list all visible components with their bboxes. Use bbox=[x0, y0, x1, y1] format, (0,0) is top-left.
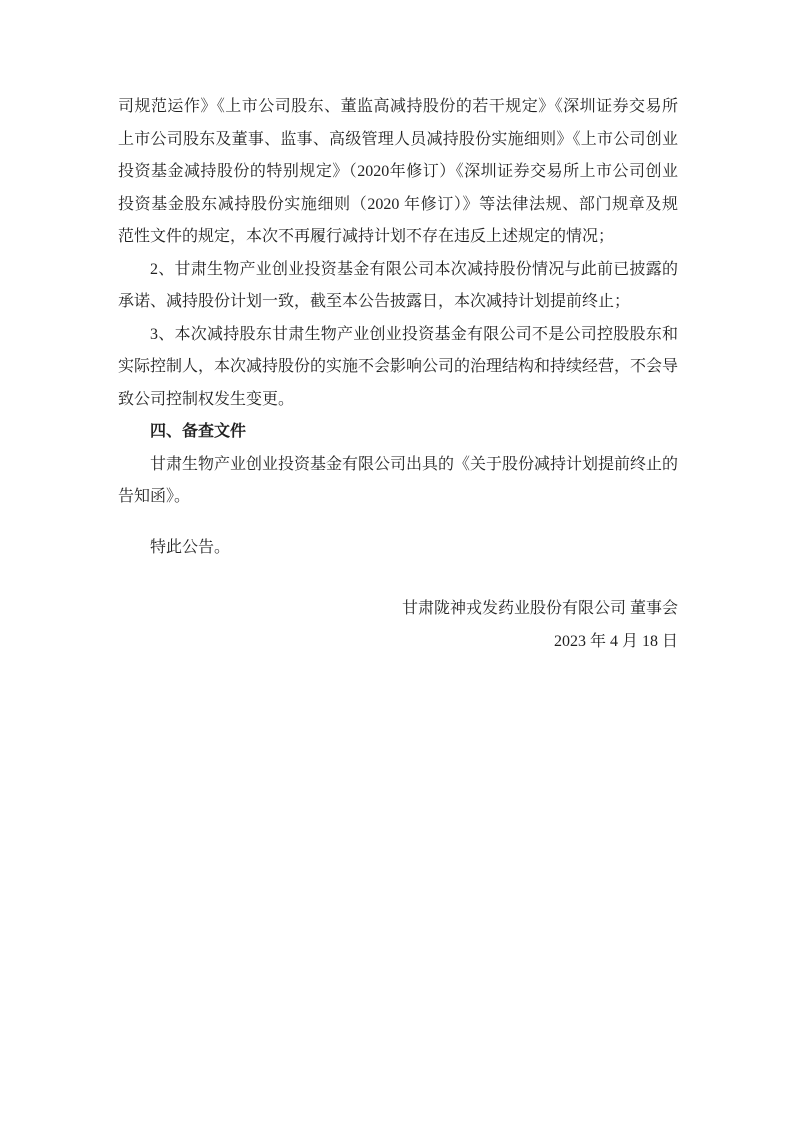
body-line: 告知函》。 bbox=[118, 488, 191, 505]
section-heading: 四、备查文件 bbox=[150, 423, 247, 440]
signature-company: 甘肃陇神戎发药业股份有限公司 董事会 bbox=[401, 600, 678, 617]
body-line: 范性文件的规定，本次不再履行减持计划不存在违反上述规定的情况； bbox=[118, 228, 615, 245]
body-line: 上市公司股东及董事、监事、高级管理人员减持股份实施细则》《上市公司创业 bbox=[118, 130, 678, 148]
body-line: 承诺、减持股份计划一致，截至本公告披露日，本次减持计划提前终止； bbox=[118, 293, 631, 310]
body-line: 投资基金股东减持股份实施细则（2020 年修订）》等法律法规、部门规章及规 bbox=[118, 195, 678, 213]
body-line: 投资基金减持股份的特别规定》（2020年修订）《深圳证券交易所上市公司创业 bbox=[118, 163, 678, 180]
body-line: 司规范运作》《上市公司股东、董监高减持股份的若干规定》《深圳证券交易所 bbox=[118, 98, 678, 115]
body-line: 实际控制人，本次减持股份的实施不会影响公司的治理结构和持续经营，不会导 bbox=[118, 358, 679, 375]
closing-line: 特此公告。 bbox=[150, 538, 231, 556]
body-line: 甘肃生物产业创业投资基金有限公司出具的《关于股份减持计划提前终止的 bbox=[150, 455, 679, 473]
body-line: 致公司控制权发生变更。 bbox=[118, 390, 295, 408]
signature-date: 2023 年 4 月 18 日 bbox=[553, 632, 678, 650]
body-line-item-2: 2、甘肃生物产业创业投资基金有限公司本次减持股份情况与此前已披露的 bbox=[150, 260, 678, 278]
announcement-body bbox=[118, 91, 678, 658]
body-line-item-3: 3、本次减持股东甘肃生物产业创业投资基金有限公司不是公司控股股东和 bbox=[150, 325, 678, 343]
